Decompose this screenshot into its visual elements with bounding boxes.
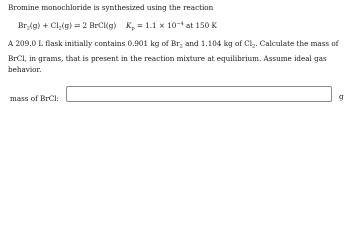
kp-subscript: p — [131, 25, 135, 32]
intro-text: Bromine monochloride is synthesized using the reaction — [8, 3, 214, 12]
br2-symbol: Br — [18, 21, 27, 30]
answer-label: mass of BrCl: — [10, 94, 59, 103]
mass-answer-input[interactable] — [66, 86, 332, 102]
kp-exponent: −4 — [176, 21, 184, 27]
cl2-subscript: 2 — [58, 25, 62, 32]
kp-value: = 1.1 × 10 — [134, 21, 177, 30]
problem-part-2: and 1.104 kg of Cl — [182, 39, 253, 48]
problem-part-1: A 209.0 L flask initially contains 0.901 kg of Br — [8, 39, 180, 48]
kp-symbol: K — [126, 21, 132, 30]
reaction-product: 2 BrCl(g) — [82, 21, 117, 30]
problem-statement — [8, 38, 346, 75]
problem-sub-1: 2 — [179, 43, 183, 50]
equilibrium-constant — [126, 21, 217, 32]
problem-part-3: . Calculate the mass of BrCl, in grams, that is present in the reaction mixture at equilibrium. Assume ideal gas behavior. — [8, 39, 339, 74]
br2-subscript: 2 — [26, 25, 30, 32]
reactant-br2 — [18, 21, 72, 30]
kp-temperature: at 150 K — [183, 21, 217, 30]
problem-sub-2: 2 — [252, 43, 256, 50]
br2-state: (g) + Cl — [29, 21, 59, 30]
unit-label: g — [339, 92, 344, 101]
equilibrium-arrow-icon: ⇌ — [74, 21, 81, 30]
cl2-state: (g) — [61, 21, 72, 30]
